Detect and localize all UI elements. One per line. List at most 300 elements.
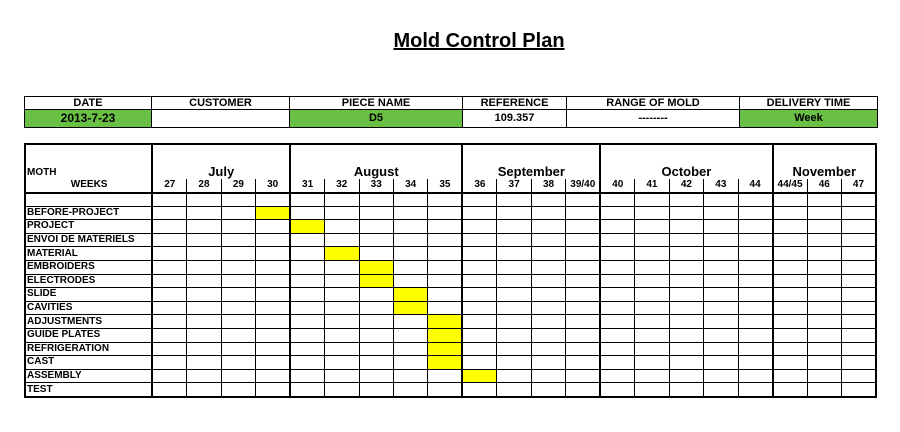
schedule-cell[interactable] — [807, 260, 841, 274]
schedule-cell[interactable] — [773, 274, 807, 288]
schedule-cell[interactable] — [531, 315, 565, 329]
schedule-cell[interactable] — [359, 315, 393, 329]
schedule-cell[interactable] — [152, 342, 186, 356]
schedule-cell[interactable] — [497, 247, 531, 261]
schedule-cell[interactable] — [738, 301, 773, 315]
schedule-cell[interactable] — [290, 206, 324, 220]
range-of-mold-value[interactable]: -------- — [567, 110, 740, 128]
schedule-cell[interactable] — [773, 220, 807, 234]
schedule-cell[interactable] — [462, 315, 496, 329]
schedule-cell[interactable] — [428, 288, 463, 302]
schedule-cell[interactable] — [600, 328, 634, 342]
schedule-cell[interactable] — [566, 328, 600, 342]
schedule-cell[interactable] — [773, 247, 807, 261]
schedule-cell[interactable] — [773, 206, 807, 220]
schedule-cell[interactable] — [531, 220, 565, 234]
schedule-cell[interactable] — [462, 328, 496, 342]
schedule-cell[interactable] — [704, 274, 738, 288]
schedule-cell[interactable] — [221, 288, 255, 302]
schedule-cell[interactable] — [773, 260, 807, 274]
schedule-cell[interactable] — [669, 274, 703, 288]
schedule-cell[interactable] — [497, 288, 531, 302]
scheduled-cell[interactable] — [428, 356, 463, 370]
schedule-cell[interactable] — [187, 328, 221, 342]
schedule-cell[interactable] — [841, 301, 876, 315]
schedule-cell[interactable] — [841, 315, 876, 329]
schedule-cell[interactable] — [290, 342, 324, 356]
schedule-cell[interactable] — [600, 369, 634, 383]
schedule-cell[interactable] — [841, 260, 876, 274]
schedule-cell[interactable] — [841, 342, 876, 356]
schedule-cell[interactable] — [531, 301, 565, 315]
schedule-cell[interactable] — [738, 274, 773, 288]
schedule-cell[interactable] — [738, 233, 773, 247]
schedule-cell[interactable] — [704, 301, 738, 315]
schedule-cell[interactable] — [773, 356, 807, 370]
schedule-cell[interactable] — [669, 247, 703, 261]
scheduled-cell[interactable] — [393, 301, 427, 315]
scheduled-cell[interactable] — [290, 220, 324, 234]
schedule-cell[interactable] — [841, 383, 876, 397]
schedule-cell[interactable] — [773, 315, 807, 329]
schedule-cell[interactable] — [635, 260, 669, 274]
schedule-cell[interactable] — [531, 288, 565, 302]
schedule-cell[interactable] — [635, 301, 669, 315]
schedule-cell[interactable] — [566, 301, 600, 315]
schedule-cell[interactable] — [221, 274, 255, 288]
schedule-cell[interactable] — [635, 328, 669, 342]
schedule-cell[interactable] — [325, 288, 359, 302]
schedule-cell[interactable] — [187, 206, 221, 220]
schedule-cell[interactable] — [256, 288, 290, 302]
schedule-cell[interactable] — [738, 220, 773, 234]
schedule-cell[interactable] — [290, 356, 324, 370]
schedule-cell[interactable] — [428, 274, 463, 288]
schedule-cell[interactable] — [635, 369, 669, 383]
scheduled-cell[interactable] — [393, 288, 427, 302]
schedule-cell[interactable] — [393, 356, 427, 370]
schedule-cell[interactable] — [221, 369, 255, 383]
schedule-cell[interactable] — [807, 233, 841, 247]
schedule-cell[interactable] — [497, 206, 531, 220]
schedule-cell[interactable] — [635, 288, 669, 302]
schedule-cell[interactable] — [773, 301, 807, 315]
schedule-cell[interactable] — [704, 233, 738, 247]
schedule-cell[interactable] — [635, 220, 669, 234]
schedule-cell[interactable] — [393, 315, 427, 329]
schedule-cell[interactable] — [256, 301, 290, 315]
schedule-cell[interactable] — [600, 220, 634, 234]
schedule-cell[interactable] — [428, 220, 463, 234]
schedule-cell[interactable] — [704, 288, 738, 302]
schedule-cell[interactable] — [393, 206, 427, 220]
schedule-cell[interactable] — [221, 247, 255, 261]
schedule-cell[interactable] — [669, 260, 703, 274]
schedule-cell[interactable] — [256, 260, 290, 274]
schedule-cell[interactable] — [187, 233, 221, 247]
schedule-cell[interactable] — [290, 260, 324, 274]
schedule-cell[interactable] — [290, 383, 324, 397]
schedule-cell[interactable] — [566, 206, 600, 220]
schedule-cell[interactable] — [600, 356, 634, 370]
date-value[interactable]: 2013-7-23 — [25, 110, 152, 128]
schedule-cell[interactable] — [531, 356, 565, 370]
schedule-cell[interactable] — [359, 206, 393, 220]
schedule-cell[interactable] — [359, 288, 393, 302]
schedule-cell[interactable] — [393, 369, 427, 383]
schedule-cell[interactable] — [669, 206, 703, 220]
scheduled-cell[interactable] — [325, 247, 359, 261]
schedule-cell[interactable] — [600, 233, 634, 247]
schedule-cell[interactable] — [256, 233, 290, 247]
schedule-cell[interactable] — [738, 206, 773, 220]
schedule-cell[interactable] — [359, 328, 393, 342]
schedule-cell[interactable] — [187, 369, 221, 383]
schedule-cell[interactable] — [359, 301, 393, 315]
schedule-cell[interactable] — [152, 206, 186, 220]
schedule-cell[interactable] — [221, 301, 255, 315]
schedule-cell[interactable] — [221, 220, 255, 234]
schedule-cell[interactable] — [256, 220, 290, 234]
schedule-cell[interactable] — [807, 274, 841, 288]
schedule-cell[interactable] — [256, 328, 290, 342]
schedule-cell[interactable] — [635, 315, 669, 329]
schedule-cell[interactable] — [738, 288, 773, 302]
schedule-cell[interactable] — [704, 356, 738, 370]
schedule-cell[interactable] — [669, 342, 703, 356]
schedule-cell[interactable] — [531, 274, 565, 288]
schedule-cell[interactable] — [566, 288, 600, 302]
schedule-cell[interactable] — [704, 206, 738, 220]
schedule-cell[interactable] — [704, 220, 738, 234]
schedule-cell[interactable] — [841, 274, 876, 288]
schedule-cell[interactable] — [359, 342, 393, 356]
schedule-cell[interactable] — [428, 260, 463, 274]
schedule-cell[interactable] — [738, 260, 773, 274]
schedule-cell[interactable] — [773, 233, 807, 247]
schedule-cell[interactable] — [428, 301, 463, 315]
schedule-cell[interactable] — [635, 342, 669, 356]
schedule-cell[interactable] — [531, 328, 565, 342]
schedule-cell[interactable] — [600, 315, 634, 329]
schedule-cell[interactable] — [152, 356, 186, 370]
schedule-cell[interactable] — [669, 383, 703, 397]
schedule-cell[interactable] — [497, 328, 531, 342]
schedule-cell[interactable] — [531, 233, 565, 247]
schedule-cell[interactable] — [152, 260, 186, 274]
schedule-cell[interactable] — [325, 328, 359, 342]
schedule-cell[interactable] — [669, 220, 703, 234]
schedule-cell[interactable] — [600, 206, 634, 220]
delivery-time-value[interactable]: Week — [740, 110, 878, 128]
schedule-cell[interactable] — [325, 356, 359, 370]
schedule-cell[interactable] — [428, 233, 463, 247]
schedule-cell[interactable] — [566, 274, 600, 288]
schedule-cell[interactable] — [428, 247, 463, 261]
scheduled-cell[interactable] — [428, 342, 463, 356]
schedule-cell[interactable] — [187, 301, 221, 315]
schedule-cell[interactable] — [773, 383, 807, 397]
schedule-cell[interactable] — [393, 247, 427, 261]
scheduled-cell[interactable] — [462, 369, 496, 383]
schedule-cell[interactable] — [152, 383, 186, 397]
schedule-cell[interactable] — [187, 288, 221, 302]
schedule-cell[interactable] — [325, 233, 359, 247]
schedule-cell[interactable] — [566, 369, 600, 383]
schedule-cell[interactable] — [393, 274, 427, 288]
schedule-cell[interactable] — [738, 369, 773, 383]
schedule-cell[interactable] — [256, 383, 290, 397]
schedule-cell[interactable] — [462, 356, 496, 370]
schedule-cell[interactable] — [290, 288, 324, 302]
schedule-cell[interactable] — [669, 356, 703, 370]
schedule-cell[interactable] — [704, 369, 738, 383]
schedule-cell[interactable] — [187, 247, 221, 261]
schedule-cell[interactable] — [531, 247, 565, 261]
schedule-cell[interactable] — [256, 342, 290, 356]
schedule-cell[interactable] — [359, 247, 393, 261]
schedule-cell[interactable] — [807, 356, 841, 370]
schedule-cell[interactable] — [290, 301, 324, 315]
scheduled-cell[interactable] — [428, 328, 463, 342]
schedule-cell[interactable] — [669, 233, 703, 247]
schedule-cell[interactable] — [221, 206, 255, 220]
schedule-cell[interactable] — [841, 206, 876, 220]
schedule-cell[interactable] — [635, 274, 669, 288]
schedule-cell[interactable] — [807, 247, 841, 261]
reference-value[interactable]: 109.357 — [463, 110, 567, 128]
schedule-cell[interactable] — [635, 206, 669, 220]
schedule-cell[interactable] — [807, 342, 841, 356]
schedule-cell[interactable] — [600, 260, 634, 274]
schedule-cell[interactable] — [152, 233, 186, 247]
schedule-cell[interactable] — [773, 369, 807, 383]
schedule-cell[interactable] — [393, 328, 427, 342]
schedule-cell[interactable] — [393, 383, 427, 397]
schedule-cell[interactable] — [359, 383, 393, 397]
schedule-cell[interactable] — [669, 369, 703, 383]
schedule-cell[interactable] — [497, 274, 531, 288]
schedule-cell[interactable] — [497, 356, 531, 370]
schedule-cell[interactable] — [325, 342, 359, 356]
schedule-cell[interactable] — [462, 288, 496, 302]
schedule-cell[interactable] — [841, 328, 876, 342]
schedule-cell[interactable] — [566, 342, 600, 356]
schedule-cell[interactable] — [669, 301, 703, 315]
schedule-cell[interactable] — [462, 260, 496, 274]
schedule-cell[interactable] — [325, 260, 359, 274]
schedule-cell[interactable] — [841, 356, 876, 370]
schedule-cell[interactable] — [290, 315, 324, 329]
schedule-cell[interactable] — [187, 383, 221, 397]
schedule-cell[interactable] — [325, 301, 359, 315]
schedule-cell[interactable] — [600, 274, 634, 288]
schedule-cell[interactable] — [531, 369, 565, 383]
schedule-cell[interactable] — [187, 274, 221, 288]
schedule-cell[interactable] — [807, 301, 841, 315]
schedule-cell[interactable] — [325, 274, 359, 288]
schedule-cell[interactable] — [841, 233, 876, 247]
schedule-cell[interactable] — [531, 206, 565, 220]
schedule-cell[interactable] — [738, 328, 773, 342]
schedule-cell[interactable] — [497, 315, 531, 329]
schedule-cell[interactable] — [221, 383, 255, 397]
schedule-cell[interactable] — [841, 369, 876, 383]
schedule-cell[interactable] — [359, 369, 393, 383]
schedule-cell[interactable] — [290, 247, 324, 261]
schedule-cell[interactable] — [462, 220, 496, 234]
schedule-cell[interactable] — [462, 206, 496, 220]
schedule-cell[interactable] — [566, 356, 600, 370]
schedule-cell[interactable] — [221, 342, 255, 356]
schedule-cell[interactable] — [773, 342, 807, 356]
schedule-cell[interactable] — [393, 342, 427, 356]
schedule-cell[interactable] — [462, 342, 496, 356]
schedule-cell[interactable] — [738, 342, 773, 356]
schedule-cell[interactable] — [497, 342, 531, 356]
schedule-cell[interactable] — [669, 315, 703, 329]
schedule-cell[interactable] — [221, 260, 255, 274]
schedule-cell[interactable] — [393, 260, 427, 274]
schedule-cell[interactable] — [704, 247, 738, 261]
schedule-cell[interactable] — [738, 247, 773, 261]
schedule-cell[interactable] — [393, 233, 427, 247]
schedule-cell[interactable] — [600, 342, 634, 356]
schedule-cell[interactable] — [841, 220, 876, 234]
schedule-cell[interactable] — [738, 356, 773, 370]
schedule-cell[interactable] — [531, 260, 565, 274]
schedule-cell[interactable] — [635, 383, 669, 397]
schedule-cell[interactable] — [152, 315, 186, 329]
schedule-cell[interactable] — [497, 220, 531, 234]
schedule-cell[interactable] — [221, 233, 255, 247]
schedule-cell[interactable] — [807, 328, 841, 342]
schedule-cell[interactable] — [428, 206, 463, 220]
schedule-cell[interactable] — [221, 328, 255, 342]
schedule-cell[interactable] — [635, 356, 669, 370]
schedule-cell[interactable] — [807, 206, 841, 220]
schedule-cell[interactable] — [256, 247, 290, 261]
schedule-cell[interactable] — [807, 288, 841, 302]
schedule-cell[interactable] — [600, 383, 634, 397]
schedule-cell[interactable] — [738, 383, 773, 397]
schedule-cell[interactable] — [704, 260, 738, 274]
schedule-cell[interactable] — [841, 288, 876, 302]
schedule-cell[interactable] — [807, 383, 841, 397]
schedule-cell[interactable] — [497, 383, 531, 397]
schedule-cell[interactable] — [462, 233, 496, 247]
schedule-cell[interactable] — [807, 315, 841, 329]
schedule-cell[interactable] — [187, 342, 221, 356]
schedule-cell[interactable] — [566, 220, 600, 234]
schedule-cell[interactable] — [773, 328, 807, 342]
schedule-cell[interactable] — [600, 288, 634, 302]
schedule-cell[interactable] — [325, 383, 359, 397]
schedule-cell[interactable] — [325, 369, 359, 383]
schedule-cell[interactable] — [187, 356, 221, 370]
schedule-cell[interactable] — [462, 274, 496, 288]
schedule-cell[interactable] — [290, 274, 324, 288]
schedule-cell[interactable] — [669, 328, 703, 342]
schedule-cell[interactable] — [600, 301, 634, 315]
customer-value[interactable] — [152, 110, 290, 128]
schedule-cell[interactable] — [152, 369, 186, 383]
schedule-cell[interactable] — [635, 247, 669, 261]
schedule-cell[interactable] — [325, 315, 359, 329]
schedule-cell[interactable] — [152, 288, 186, 302]
schedule-cell[interactable] — [152, 274, 186, 288]
schedule-cell[interactable] — [704, 315, 738, 329]
schedule-cell[interactable] — [635, 233, 669, 247]
scheduled-cell[interactable] — [428, 315, 463, 329]
schedule-cell[interactable] — [256, 356, 290, 370]
schedule-cell[interactable] — [497, 369, 531, 383]
schedule-cell[interactable] — [704, 342, 738, 356]
schedule-cell[interactable] — [497, 301, 531, 315]
schedule-cell[interactable] — [152, 220, 186, 234]
schedule-cell[interactable] — [566, 233, 600, 247]
schedule-cell[interactable] — [187, 220, 221, 234]
schedule-cell[interactable] — [841, 247, 876, 261]
schedule-cell[interactable] — [462, 383, 496, 397]
schedule-cell[interactable] — [566, 383, 600, 397]
schedule-cell[interactable] — [738, 315, 773, 329]
schedule-cell[interactable] — [566, 247, 600, 261]
scheduled-cell[interactable] — [359, 260, 393, 274]
schedule-cell[interactable] — [462, 301, 496, 315]
piece-name-value[interactable]: D5 — [290, 110, 463, 128]
schedule-cell[interactable] — [566, 315, 600, 329]
schedule-cell[interactable] — [600, 247, 634, 261]
schedule-cell[interactable] — [807, 369, 841, 383]
schedule-cell[interactable] — [531, 342, 565, 356]
schedule-cell[interactable] — [152, 328, 186, 342]
schedule-cell[interactable] — [807, 220, 841, 234]
schedule-cell[interactable] — [428, 369, 463, 383]
schedule-cell[interactable] — [152, 247, 186, 261]
schedule-cell[interactable] — [428, 383, 463, 397]
schedule-cell[interactable] — [187, 260, 221, 274]
schedule-cell[interactable] — [497, 233, 531, 247]
schedule-cell[interactable] — [221, 356, 255, 370]
schedule-cell[interactable] — [187, 315, 221, 329]
schedule-cell[interactable] — [290, 328, 324, 342]
schedule-cell[interactable] — [325, 206, 359, 220]
schedule-cell[interactable] — [773, 288, 807, 302]
schedule-cell[interactable] — [462, 247, 496, 261]
schedule-cell[interactable] — [256, 315, 290, 329]
schedule-cell[interactable] — [152, 301, 186, 315]
schedule-cell[interactable] — [531, 383, 565, 397]
schedule-cell[interactable] — [669, 288, 703, 302]
schedule-cell[interactable] — [359, 356, 393, 370]
schedule-cell[interactable] — [290, 233, 324, 247]
schedule-cell[interactable] — [393, 220, 427, 234]
schedule-cell[interactable] — [704, 328, 738, 342]
schedule-cell[interactable] — [256, 274, 290, 288]
schedule-cell[interactable] — [221, 315, 255, 329]
schedule-cell[interactable] — [325, 220, 359, 234]
schedule-cell[interactable] — [359, 220, 393, 234]
schedule-cell[interactable] — [256, 369, 290, 383]
schedule-cell[interactable] — [566, 260, 600, 274]
schedule-cell[interactable] — [704, 383, 738, 397]
scheduled-cell[interactable] — [256, 206, 290, 220]
schedule-cell[interactable] — [290, 369, 324, 383]
schedule-cell[interactable] — [497, 260, 531, 274]
scheduled-cell[interactable] — [359, 274, 393, 288]
schedule-cell[interactable] — [359, 233, 393, 247]
